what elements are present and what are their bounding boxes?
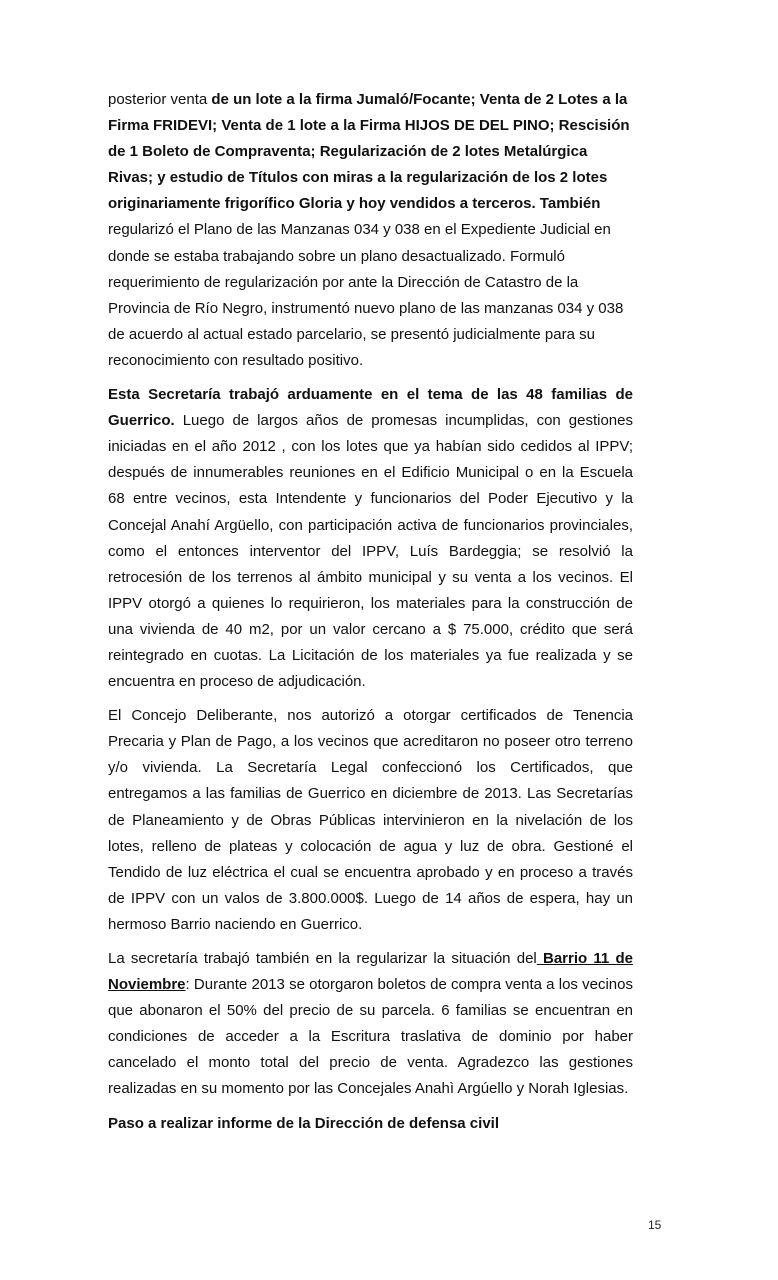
bold-text-segment: Esta Secretaría trabajó arduamente en el tema de las 48 familias de Guerrico. (108, 386, 633, 430)
text-segment: La secretaría trabajó también en la regularizar la situación del (108, 950, 537, 967)
document-page (108, 87, 633, 1137)
bold-text-segment: También (539, 195, 601, 213)
bold-text-segment: de un lote a la firma Jumaló/Focante; Venta de 2 Lotes a la Firma FRIDEVI; Venta de 1 lote a la Firma HIJOS DE DEL PINO; Rescisión de 1 Boleto de Compraventa; Regularización de 2 lotes Metalúrgica Rivas; y estudio de Títulos con miras a la regularización de los 2 lotes originariamente frigorífico Gloria y hoy vendidos a terceros. (108, 91, 630, 213)
paragraph-defensa-civil-heading (108, 1111, 633, 1137)
paragraph-lotes-regularizacion (108, 87, 633, 374)
paragraph-barrio-11-noviembre (108, 946, 633, 1103)
text-segment: posterior venta (108, 91, 212, 108)
text-segment: regularizó el Plano de las Manzanas 034 y 038 en el Expediente Judicial en donde se estaba trabajando sobre un plano desactualizado. Formuló requerimiento de regularización por ante la Dirección de Catastro de la Provincia de Río Negro, instrumentó nuevo plano de las manzanas 034 y 038 de acuerdo al actual estado parcelario, se presentó judicialmente para su reconocimiento con resultado positivo. (108, 221, 624, 369)
paragraph-concejo-deliberante (108, 703, 633, 938)
page-number: 15 (648, 1218, 662, 1232)
paragraph-familias-guerrico (108, 382, 633, 695)
bold-text-segment: Paso a realizar informe de la Dirección de defensa civil (108, 1114, 499, 1132)
barrio-name: Barrio 11 de Noviembre (108, 950, 634, 994)
text-segment: Luego de largos años de promesas incumplidas, con gestiones iniciadas en el año 2012 , con los lotes que ya habían sido cedidos al IPPV; después de innumerables reuniones en el Edificio Municipal o en la Escuela 68 entre vecinos, esta Intendente y funcionarios del Poder Ejecutivo y la Concejal Anahí Argüello, con participación activa de funcionarios provinciales, como el entonces interventor del IPPV, Luís Bardeggia; se resolvió la retrocesión de los terrenos al ámbito municipal y su venta a los vecinos. El IPPV otorgó a quienes lo requirieron, los materiales para la construcción de una vivienda de 40 m2, por un valor cercano a $ 75.000, crédito que será reintegrado en cuotas. La Licitación de los materiales ya fue realizada y se encuentra en proceso de adjudicación. (108, 412, 633, 691)
text-segment: El Concejo Deliberante, nos autorizó a otorgar certificados de Tenencia Precaria y Plan de Pago, a los vecinos que acreditaron no poseer otro terreno y/o vivienda. La Secretaría Legal confeccionó los Certificados, que entregamos a las familias de Guerrico en diciembre de 2013. Las Secretarías de Planeamiento y de Obras Públicas intervinieron en la nivelación de los lotes, relleno de plateas y colocación de agua y luz de obra. Gestioné el Tendido de luz eléctrica el cual se encuentra aprobado y en proceso a través de IPPV con un valos de 3.800.000$. Luego de 14 años de espera, hay un hermoso Barrio naciendo en Guerrico. (108, 707, 633, 933)
text-segment: : Durante 2013 se otorgaron boletos de compra venta a los vecinos que abonaron el 50% del precio de su parcela. 6 familias se encuentran en condiciones de acceder a la Escritura traslativa de dominio por haber cancelado el monto total del precio de venta. Agradezco las gestiones realizadas en su momento por las Concejales Anahì Argúello y Norah Iglesias. (108, 976, 633, 1098)
